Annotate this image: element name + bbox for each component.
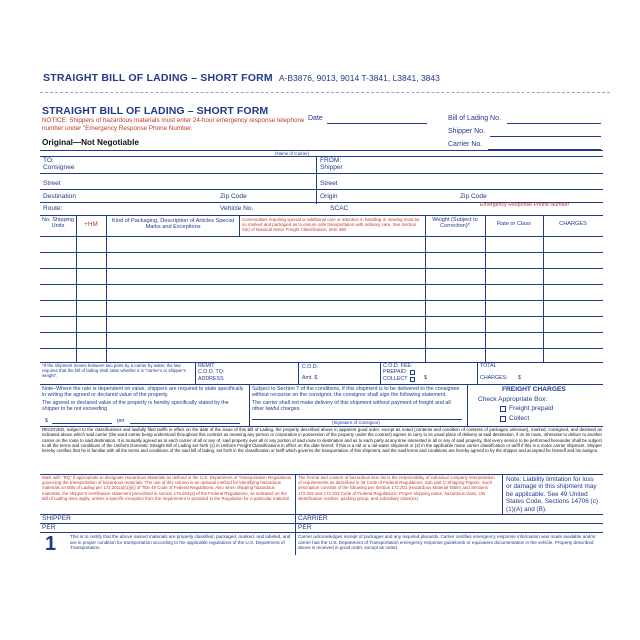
col-line	[298, 362, 299, 384]
declared-per-line[interactable]	[130, 423, 240, 424]
rule	[40, 236, 603, 237]
received-terms: RECEIVED, subject to the classifications and lawfully filed tariffs in effect on the date of the issue of this Bill of Lading, the property described above in apparent good order, except as noted (contents and condition of contents of packages unknown), marked, consigned, and destined as indicated above which said carrier (the word carrier being understood throughout this contract as meaning any person or corporation in possession of the property under the contract) agrees to carry to its usual place of delivery at said destination, if on its route, otherwise to deliver to another carrier on the route to said destination. It is mutually agreed as to each carrier of all or any of, said property over all or any portion of said route to destination and as to each party at any time interested in all or any of said property, that every service to be performed hereunder shall be subject to all the terms and conditions of the Uniform Domestic Straight Bill of Lading set forth (1) in Uniform Freight Classifications in effect on the date hereof, if this is a rail or a rail-water shipment or (2) in the applicable motor carrier classification or tariff if this is a motor carrier shipment. Shipper hereby certifies that he is familiar with all the terms and conditions of the said bill of lading, set forth in the classification or tariff which governs the transportation of this shipment, and the said terms and conditions are hereby agreed to by the shipper and accepted for himself and his assigns.	[42, 427, 602, 453]
shipper-per-label: PER	[42, 524, 56, 531]
declared-value-note: The agreed or declared value of the property is hereby specifically stated by the shipper to be not exceeding	[42, 400, 229, 413]
hazmat-notice: NOTICE: Shippers of hazardous materials must enter 24-hour emergency response telephone number under "Emergency Response Phone Number.	[42, 117, 305, 132]
consignee-line[interactable]	[40, 173, 316, 174]
shipper-certification: This is to certify that the above named materials are properly classified, packaged, marked, and labeled, and are in proper condition for transportation according to the applicable regulations of the U.S. Department of Transportation.	[70, 534, 291, 550]
total-charges-label: CHARGES:	[480, 375, 508, 381]
declared-dollar: $	[45, 418, 48, 424]
from-street-line[interactable]	[316, 189, 603, 190]
value-note: Note–Where the rate is dependent on value, shippers are required to state specifically in writing the agreed or declared value of the property.	[42, 386, 244, 399]
stub-header	[43, 72, 440, 84]
carrier-no-label: Carrier No.	[448, 141, 483, 148]
cod-fee-dollar: $	[424, 375, 427, 381]
col-weight: Weight (Subject to Correction)*	[432, 217, 478, 230]
carrier-name-line[interactable]	[40, 150, 603, 151]
carrier-per-label: PER	[298, 524, 312, 531]
carrier-sign-line[interactable]	[295, 523, 603, 524]
name-of-carrier-caption: (Name of Carrier)	[275, 150, 310, 156]
freight-prepaid-checkbox[interactable]	[500, 406, 506, 412]
col-shipping-units: No. Shipping Units	[41, 217, 75, 230]
stub-title: STRAIGHT BILL OF LADING – SHORT FORM	[43, 72, 273, 84]
origin-label: Origin	[320, 193, 338, 200]
table-row[interactable]	[40, 332, 603, 333]
amt-label: Amt. $	[302, 375, 318, 381]
col-line	[106, 215, 107, 362]
col-line	[477, 362, 478, 384]
freight-prepaid-label: Freight prepaid	[509, 405, 554, 412]
shipper-per-line[interactable]	[40, 532, 295, 533]
shipper-no-label: Shipper No.	[448, 128, 485, 135]
bill-no-line[interactable]	[507, 123, 601, 124]
hazmat-rq-note: Mark with "RQ" if appropriate to designate Hazardous Materials as defined in the U.S. Department of Transportation Regulations governing the transportation of hazardous materials. The use of this column is an optional method for identifying hazardous materials on Bills of Lading per 172.201(a)(1)(iii) of Title 49 Code of Federal Regulations. Also when shipping hazardous materials, the shipper's certification statement prescribed in section 172.204(a) of the Federal Regulations, as indicated on the Bill of Lading does apply, unless a specific exception from the requirement is provided in the Regulation for a particular material.	[42, 475, 292, 501]
shipper-sign-line[interactable]	[40, 523, 295, 524]
col-line	[502, 474, 503, 514]
col-line	[295, 514, 296, 555]
to-from-divider	[316, 156, 317, 204]
route-label: Route:	[43, 205, 63, 212]
consignor-signature-caption: (Signature of Consignor)	[332, 420, 380, 425]
declared-value-line[interactable]	[52, 423, 112, 424]
col-line	[467, 384, 468, 426]
to-zip-label: Zip Code	[220, 193, 247, 200]
col-line	[239, 215, 240, 236]
original-not-negotiable: Original—Not Negotiable	[42, 138, 139, 147]
destination-label: Destination	[43, 193, 76, 200]
col-kind-of-packaging: Kind of Packaging, Description of Articles Special Marks and Exceptions	[112, 218, 234, 231]
freight-collect-checkbox[interactable]	[500, 416, 506, 422]
form-title: STRAIGHT BILL OF LADING – SHORT FORM	[42, 105, 269, 117]
date-label: Date	[308, 115, 323, 122]
col-line	[380, 362, 381, 384]
table-row[interactable]	[40, 284, 603, 285]
to-label: TO:	[43, 157, 54, 164]
col-line	[76, 215, 77, 362]
col-rate: Rate or Class	[497, 221, 531, 227]
scac-label: SCAC	[330, 205, 349, 212]
cod-to-label: C.O.D. TO:	[198, 369, 225, 375]
col-line	[485, 215, 486, 362]
bill-of-lading-form	[40, 105, 603, 555]
col-commodities-note: Commodities requiring special or additional care or attention in handling or stowing must be so marked and packaged as to ensure safe transportation with ordinary care. See Section 2(e) of National Motor Freight Classification, Item 360	[242, 216, 420, 232]
from-label: FROM:	[320, 157, 342, 164]
ports-weight-note: *If the shipment moves between two ports by a carrier by water, the law requires that the bill of lading shall state whether it is "carrier's or shipper's weight".	[42, 363, 186, 379]
check-box-label: Check Appropriate Box:	[478, 396, 548, 403]
bill-no-label: Bill of Lading No.	[448, 115, 501, 122]
from-street-label: Street	[320, 180, 338, 187]
to-street-label: Street	[43, 180, 61, 187]
cod-label: C.O.D.	[302, 364, 319, 370]
cod-fee-label: C.O.D. FEE:	[383, 363, 413, 369]
stub-form-codes: A-B3876, 9013, 9014 T-3841, L3841, 3843	[278, 73, 440, 83]
cod-prepaid-label: PREPAID	[383, 369, 406, 375]
to-street-line[interactable]	[40, 189, 316, 190]
col-line	[249, 384, 250, 426]
carrier-acknowledgement: Carrier acknowledges receipt of packages and any required placards. Carrier certifies emergency response information was made available and/or carrier has the U.S. Department of Transportation emergency response guidebook or equivalent documentation in the vehicle. Property described above is received in good order, except as noted.	[298, 534, 596, 550]
rule	[40, 384, 603, 385]
col-line	[295, 474, 296, 514]
total-charges-dollar: $	[518, 375, 521, 381]
table-row[interactable]	[40, 348, 603, 349]
section7-text2: The carrier shall not make delivery of this shipment without payment of freight and all other lawful charges.	[252, 400, 451, 413]
carrier-per-line[interactable]	[295, 532, 603, 533]
freight-collect-label: Collect	[509, 415, 530, 422]
col-hm: +HM	[84, 221, 98, 228]
emergency-phone-label: Emergency Response Phone Number	[480, 202, 570, 208]
section7-text: Subject to Section 7 of the conditions, if this shipment is to be delivered to the consignee without recourse on the consignor, the consignor shall sign the following statement.	[252, 386, 460, 399]
copy-number: 1	[45, 533, 57, 555]
col-line	[425, 215, 426, 362]
remit-label: REMIT	[198, 362, 215, 369]
from-zip-label: Zip Code	[460, 193, 487, 200]
table-row[interactable]	[40, 268, 603, 269]
cod-prepaid-checkbox[interactable]	[410, 370, 415, 375]
carrier-sign-label: CARRIER	[298, 515, 328, 522]
liability-note: Note: Liability limitation for loss or damage in this shipment may be applicable. See 49 United States Code, Sections 14706 (c)(1)(A) and (B).	[506, 476, 599, 513]
freight-charges-title: FREIGHT CHARGES	[502, 386, 566, 393]
perforation-line	[40, 92, 610, 93]
table-row[interactable]	[40, 316, 603, 317]
table-row[interactable]	[40, 252, 603, 253]
col-line	[543, 215, 544, 362]
col-line	[195, 362, 196, 384]
cod-collect-checkbox[interactable]	[410, 377, 415, 382]
declared-per: per	[117, 418, 125, 424]
shipper-sign-label: SHIPPER	[42, 515, 71, 522]
date-line[interactable]	[327, 123, 427, 124]
consignee-label: Consignee	[43, 164, 75, 171]
address-label: ADDRESS	[198, 375, 224, 382]
shipper-label: Shipper	[320, 164, 343, 171]
vehicle-label: Vehicle No.	[220, 205, 254, 212]
cod-collect-label: COLLECT	[383, 375, 408, 382]
shipper-no-line[interactable]	[490, 136, 601, 137]
col-charges: CHARGES	[559, 221, 587, 227]
hazmat-format-note: The format and content of hazardous item list is the responsibility of individual company interpretation of requirements as described in 49 Code of Federal Regulations, Sub part C-Shipping Papers. Such description consists of the following per Section 172.201 (Hazardous Material Table) and Sections 172.202 and 172.203 Code of Federal Regulations: Proper shipping name, hazardous class, UN identification number, packing group, and subsidiary class(es).	[298, 475, 495, 501]
table-row[interactable]	[40, 300, 603, 301]
shipper-line[interactable]	[316, 173, 603, 174]
total-label: TOTAL	[480, 363, 497, 369]
